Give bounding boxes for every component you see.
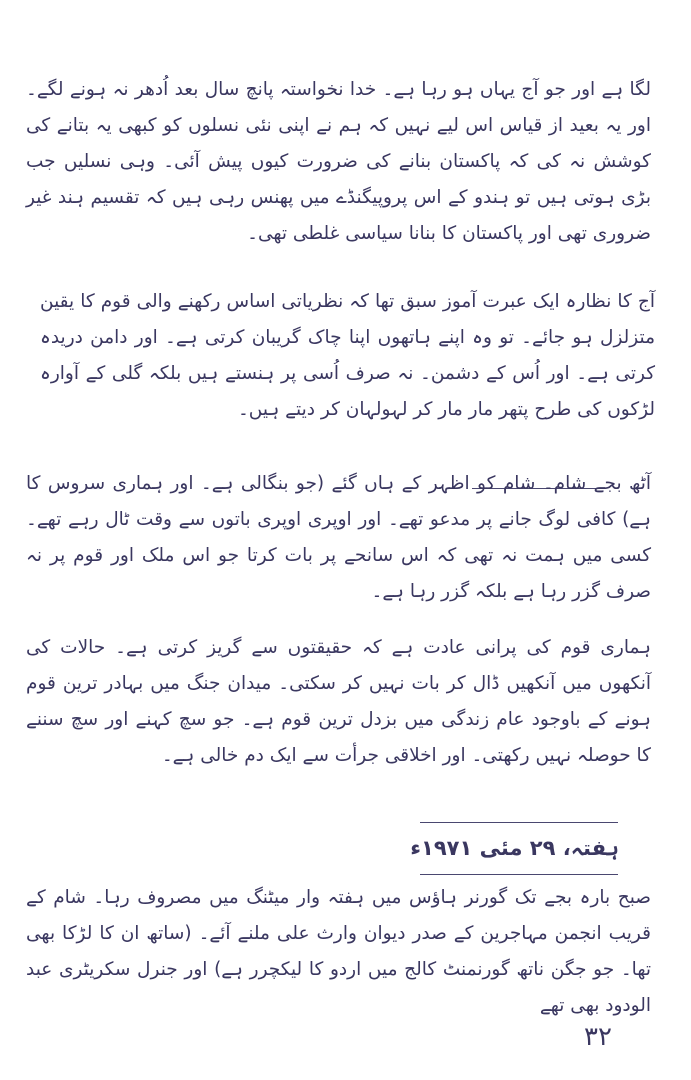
paragraph-4: ہماری قوم کی پرانی عادت ہے کہ حقیقتوں سے گریز کرتی ہے۔ حالات کی آنکھوں میں آنکھیں ڈال کر بات نہیں کر سکتی۔ میدان جنگ میں بہادر ترین قوم ہونے کے باوجود عام زندگی میں بزدل ترین قوم ہے۔ جو سچ کہنے اور سچ سننے کا حوصلہ نہیں رکھتی۔ اور اخلاقی جرأت سے ایک دم خالی ہے۔ bbox=[26, 637, 651, 766]
date-heading: ہفتہ، ۲۹ مئی ۱۹۷۱ء bbox=[410, 836, 619, 860]
paragraph-1: لگا ہے اور جو آج یہاں ہو رہا ہے۔ خدا نخواستہ پانچ سال بعد اُدھر نہ ہونے لگے۔ اور یہ بعید از قیاس اس لیے نہیں کہ ہم نے اپنی نئی نسلوں کو کبھی یہ بتانے کی کوشش نہ کی کہ پاکستان بنانے کی ضرورت کیوں پیش آئی۔ وہی نسلیں جب بڑی ہوتی ہیں تو ہندو کے اس پروپیگنڈے میں پھنس رہی ہیں کہ تقسیم ہند غیر ضروری تھی اور پاکستان کا بنانا سیاسی غلطی تھی۔ bbox=[26, 79, 651, 244]
page-number: ۳۲ bbox=[584, 1022, 612, 1052]
paragraph-3: آٹھ بجے شام۔ شام کو اظہر کے ہاں گئے (جو بنگالی ہے۔ اور ہماری سروس کا ہے) کافی لوگ جانے پر مدعو تھے۔ اور اوپری اوپری باتوں سے وقت ٹال رہے تھے۔ کسی میں ہمت نہ تھی کہ اس سانحے پر بات کرتا جو اس ملک اور قوم پر نہ صرف گزر رہا ہے بلکہ گزر رہا ہے۔ bbox=[26, 473, 651, 602]
heading-rule-top bbox=[420, 822, 618, 823]
paragraph-2: آج کا نظارہ ایک عبرت آموز سبق تھا کہ نظریاتی اساس رکھنے والی قوم کا یقین متزلزل ہو جائے۔ تو وہ اپنے ہاتھوں اپنا چاک گریبان کرتی ہے۔ اور دامن دریدہ کرتی ہے۔ اور اُس کے دشمن۔ نہ صرف اُسی پر ہنستے ہیں بلکہ گلی کے آوارہ لڑکوں کی طرح پتھر مار مار کر لہولہان کر دیتے ہیں۔ bbox=[40, 291, 655, 420]
heading-rule-bottom bbox=[420, 874, 618, 875]
closing-paragraph: صبح بارہ بجے تک گورنر ہاؤس میں ہفتہ وار میٹنگ میں مصروف رہا۔ شام کے قریب انجمن مہاجرین کے صدر دیوان وارث علی ملنے آئے۔ (ساتھ ان کا لڑکا بھی تھا۔ جو جگن ناتھ گورنمنٹ کالج میں اردو کا لیکچرر ہے) اور جنرل سکریٹری عبد الودود بھی تھے bbox=[26, 887, 651, 1016]
